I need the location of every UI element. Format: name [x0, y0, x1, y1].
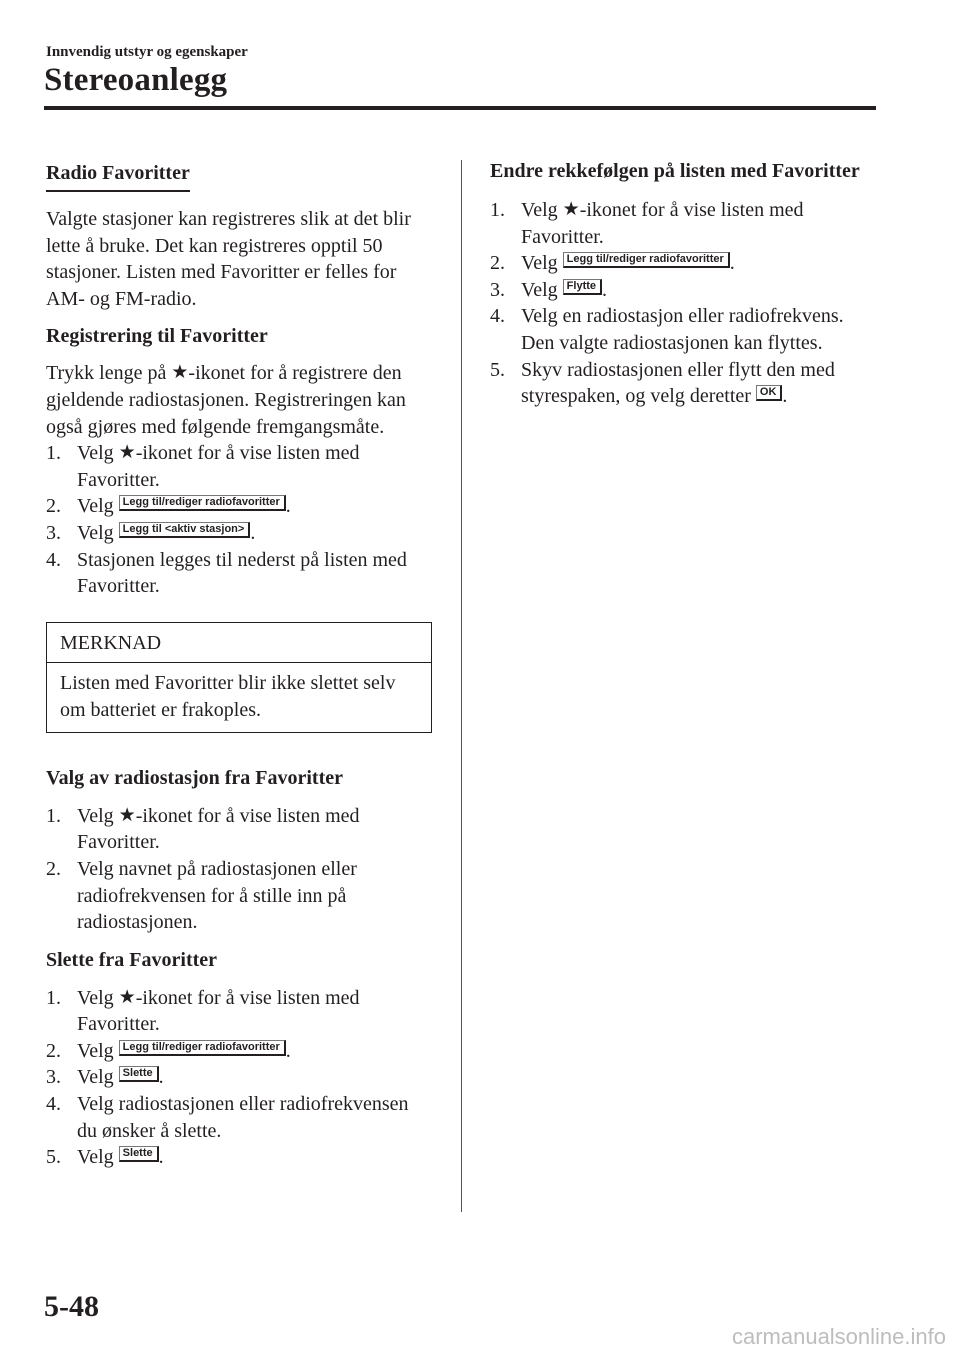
list-item: 1. Velg ★-ikonet for å vise listen med Favoritter. [46, 985, 360, 1036]
heading-radio-favoritter: Radio Favoritter [46, 158, 190, 192]
registration-paragraph: Trykk lenge på ★-ikonet for å registrere den gjeldende radiostasjonen. Registreringen kan også gjøres med følgende fremgangsmåte. [46, 361, 406, 438]
star-icon: ★ [118, 803, 136, 826]
page-title: Stereoanlegg [44, 62, 228, 98]
add-edit-favorites-button[interactable]: Legg til/rediger radiofavoritter [119, 1040, 286, 1056]
note-box [46, 622, 432, 733]
list-item: 5. Skyv radiostasjonen eller flytt den med styrespaken, og velg deretter OK . [490, 358, 835, 408]
note-text: Listen med Favoritter blir ikke slettet selv om batteriet er frakoples. [60, 671, 396, 721]
page-number: 5-48 [44, 1290, 99, 1323]
registration-steps [46, 440, 432, 600]
list-item: 4. Velg radiostasjonen eller radiofrekvensen du ønsker å slette. [46, 1093, 409, 1142]
intro-paragraph: Valgte stasjoner kan registreres slik at det blir lette å bruke. Det kan registreres opptil 50 stasjoner. Listen med Favoritter er felles for AM- og FM-radio. [46, 208, 411, 310]
star-icon: ★ [118, 985, 136, 1008]
header-rule [44, 106, 876, 110]
move-button[interactable]: Flytte [563, 279, 602, 295]
add-edit-favorites-button[interactable]: Legg til/rediger radiofavoritter [563, 252, 730, 268]
star-icon: ★ [171, 361, 189, 384]
add-active-station-button[interactable]: Legg til <aktiv stasjon> [119, 522, 251, 538]
section-label: Innvendig utstyr og egenskaper [46, 44, 248, 60]
list-item: 2. Velg navnet på radiostasjonen eller radiofrekvensen for å stille inn på radiostasjonen. [46, 857, 357, 934]
list-item: 1. Velg ★-ikonet for å vise listen med Favoritter. [490, 198, 804, 248]
reorder-steps [490, 197, 880, 410]
list-item: 2. Velg Legg til/rediger radiofavoritter . [46, 495, 291, 518]
delete-steps [46, 985, 432, 1171]
list-item: 5. Velg Slette . [46, 1146, 164, 1169]
delete-button[interactable]: Slette [119, 1066, 159, 1082]
list-item: 2. Velg Legg til/rediger radiofavoritter . [490, 252, 735, 275]
list-item: 1. Velg ★-ikonet for å vise listen med Favoritter. [46, 803, 360, 854]
list-item: 2. Velg Legg til/rediger radiofavoritter . [46, 1039, 291, 1062]
add-edit-favorites-button[interactable]: Legg til/rediger radiofavoritter [119, 495, 286, 511]
delete-button[interactable]: Slette [119, 1146, 159, 1162]
list-item: 4. Velg en radiostasjon eller radiofrekvens. Den valgte radiostasjonen kan flyttes. [490, 305, 844, 354]
heading-reorder: Endre rekkefølgen på listen med Favoritter [490, 160, 860, 182]
heading-registrering: Registrering til Favoritter [46, 325, 268, 348]
star-icon: ★ [118, 441, 136, 464]
list-item: 3. Velg Slette . [46, 1066, 164, 1089]
heading-delete: Slette fra Favoritter [46, 948, 218, 971]
heading-select-station: Valg av radiostasjon fra Favoritter [46, 766, 343, 789]
watermark: carmanualsonline.info [731, 1324, 946, 1349]
list-item: 3. Velg Legg til <aktiv stasjon> . [46, 521, 256, 544]
left-column [46, 158, 432, 1171]
list-item: 4. Stasjonen legges til nederst på listen med Favoritter. [46, 548, 407, 598]
note-title: MERKNAD [47, 623, 431, 663]
list-item: 1. Velg ★-ikonet for å vise listen med Favoritter. [46, 441, 360, 491]
ok-button[interactable]: OK [756, 385, 783, 401]
select-steps [46, 803, 432, 936]
star-icon: ★ [562, 198, 580, 220]
right-column [490, 158, 880, 410]
column-divider [461, 160, 462, 1212]
list-item: 3. Velg Flytte . [490, 278, 608, 301]
